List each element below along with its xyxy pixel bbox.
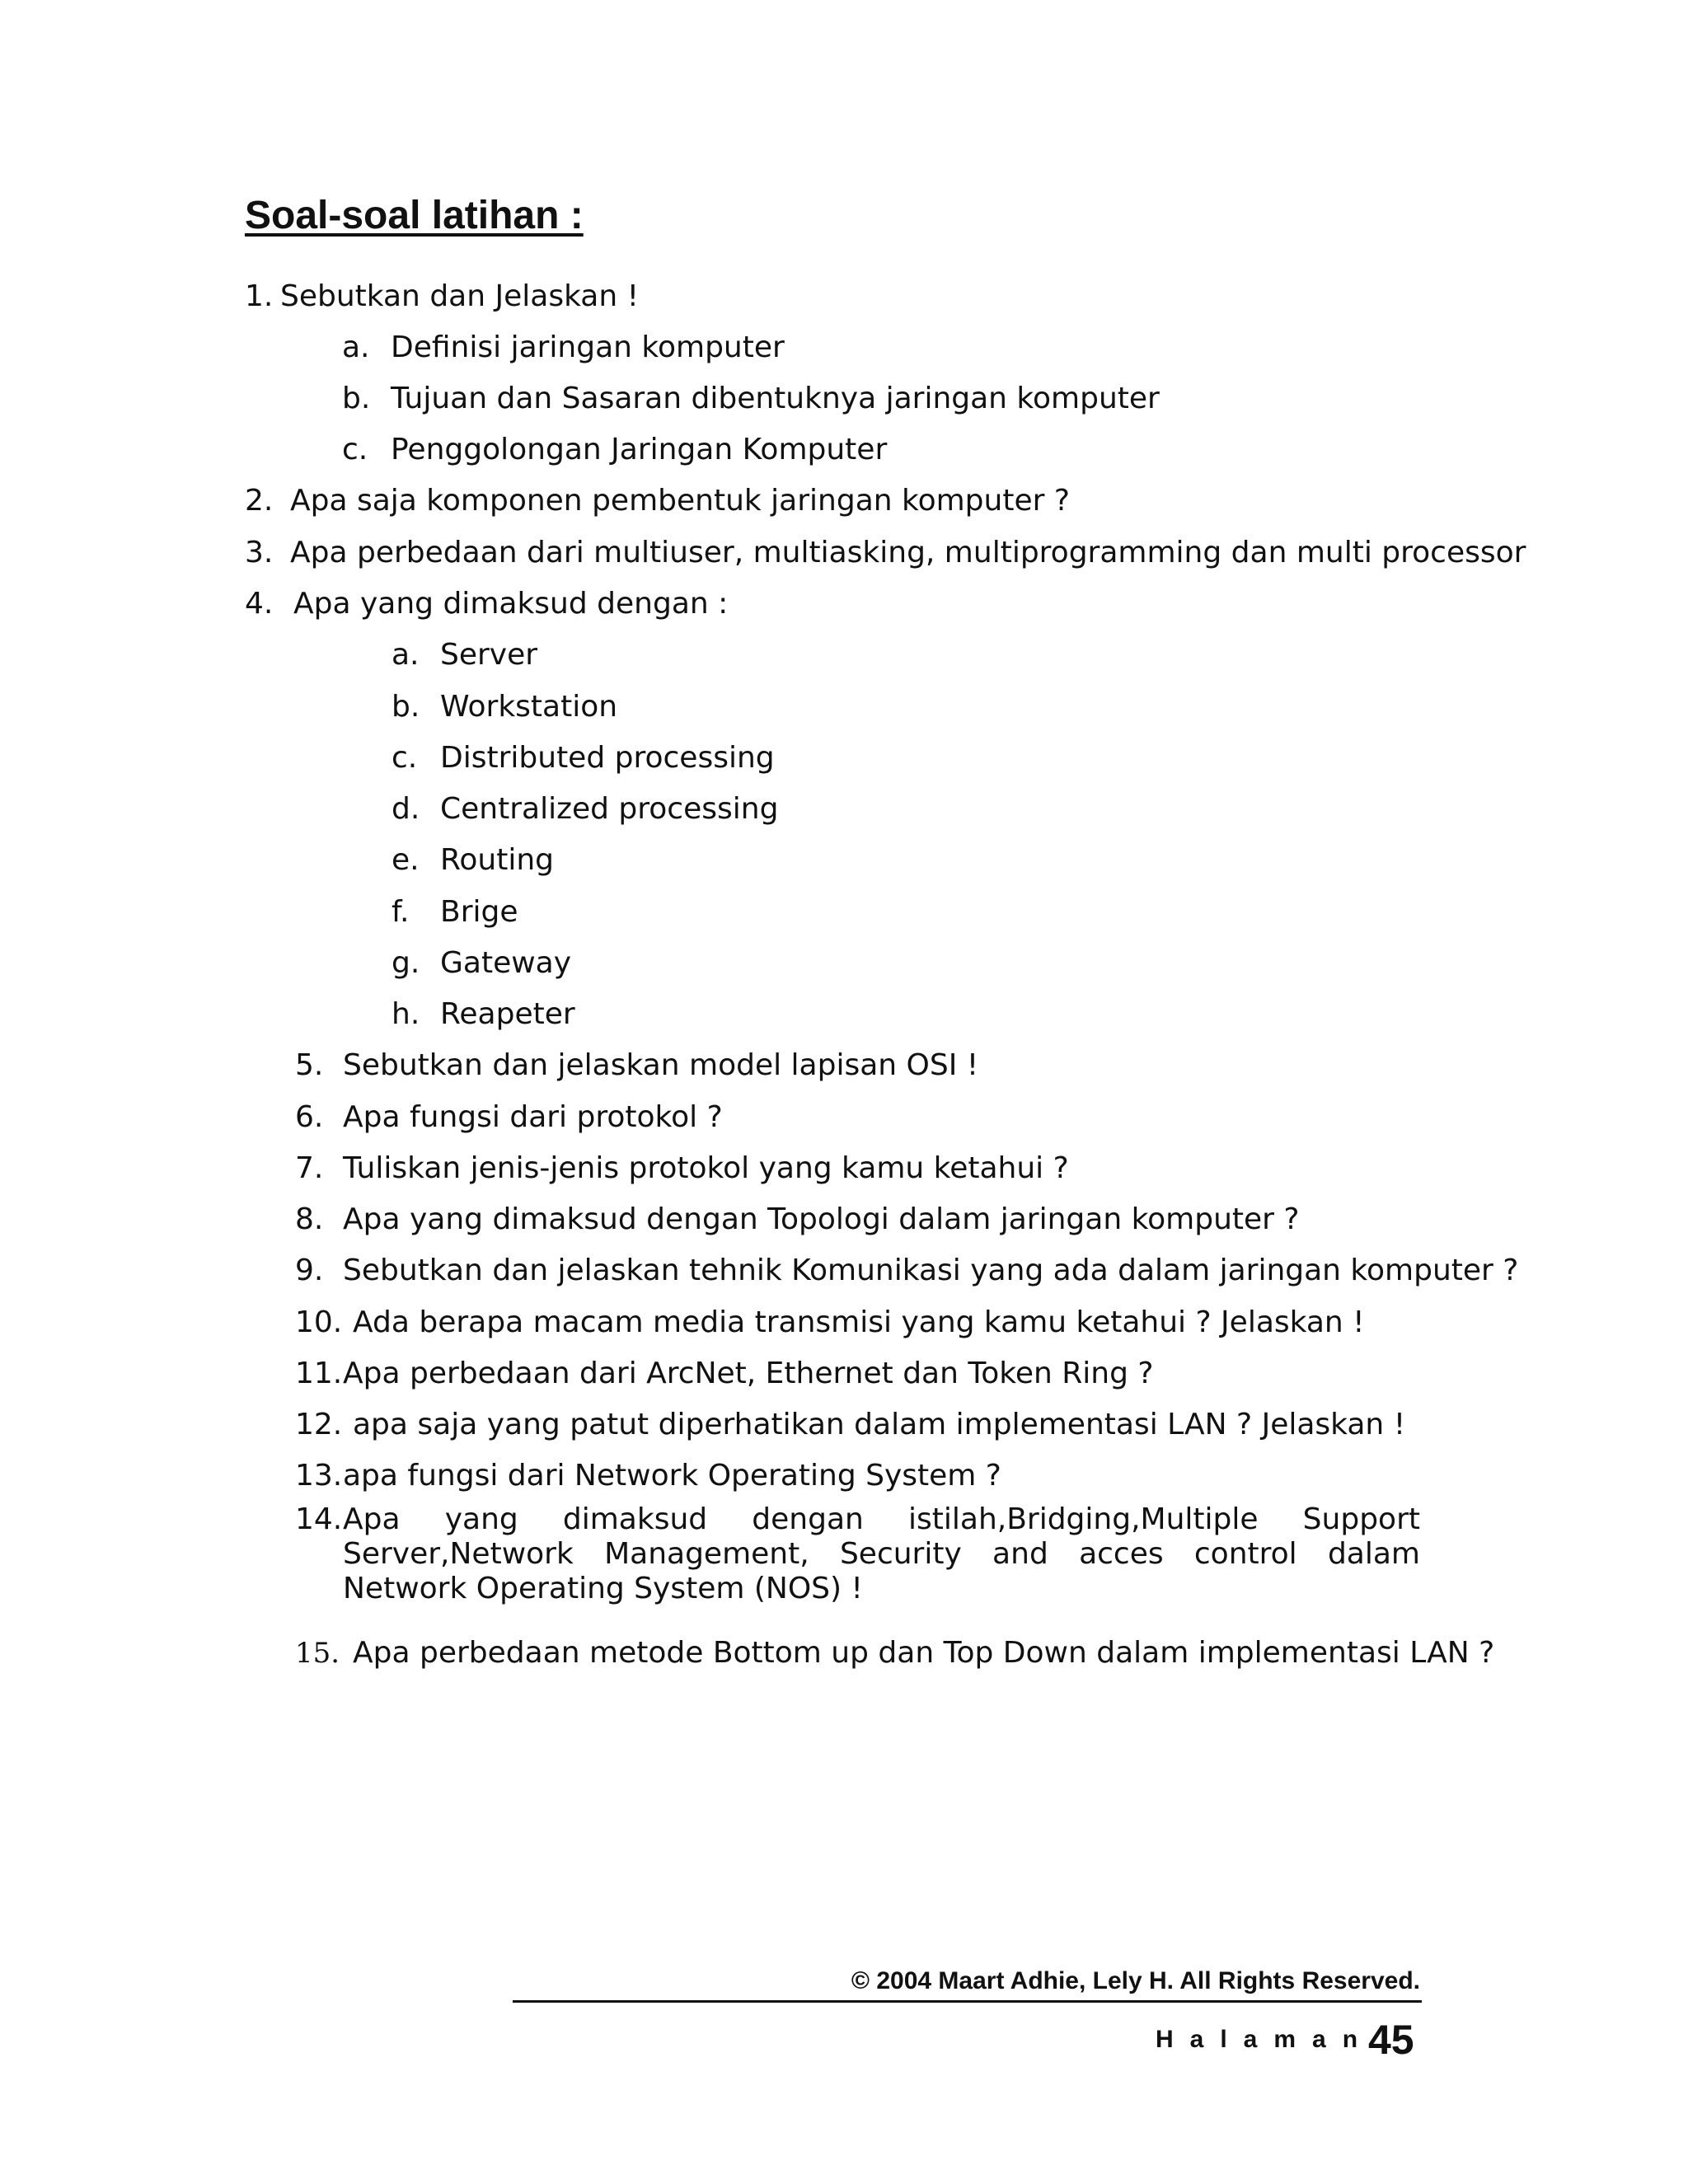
question-text: Apa yang dimaksud dengan Topologi dalam jaringan komputer ?: [343, 1202, 1300, 1236]
question-text: Apa fungsi dari protokol ?: [343, 1100, 723, 1134]
question-number: 7.: [295, 1151, 324, 1185]
sub-letter: b.: [342, 382, 371, 415]
footer-divider: [513, 2000, 1422, 2003]
question-text: apa saja yang patut diperhatikan dalam implementasi LAN ? Jelaskan !: [353, 1408, 1406, 1441]
question-number: 5.: [295, 1048, 324, 1082]
sub-letter: a.: [392, 638, 420, 672]
question-number: 9.: [295, 1254, 324, 1287]
question-text: Apa saja komponen pembentuk jaringan komputer ?: [290, 484, 1070, 518]
sub-letter: c.: [392, 741, 418, 775]
sub-letter: c.: [342, 433, 368, 466]
sub-text: Server: [440, 638, 538, 672]
question-number: 11.: [295, 1357, 343, 1390]
question-text: Apa yang dimaksud dengan :: [293, 587, 729, 621]
sub-letter: f.: [392, 895, 410, 929]
sub-text: Workstation: [440, 690, 618, 724]
question-text: apa fungsi dari Network Operating System ?: [343, 1459, 1001, 1493]
sub-text: Gateway: [440, 946, 572, 980]
sub-text: Tujuan dan Sasaran dibentuknya jaringan komputer: [391, 382, 1160, 415]
question-number: 15.: [295, 1637, 340, 1670]
page-title: Soal-soal latihan :: [245, 194, 584, 237]
sub-text: Brige: [440, 895, 518, 929]
question-text: Apa yang dimaksud dengan istilah,Bridging,Multiple Support Server,Network Management, Security and acces control dalam Network Operating System (NOS) !: [343, 1502, 1420, 1605]
question-number: 12.: [295, 1408, 343, 1441]
question-text: Apa perbedaan dari multiuser, multiasking, multiprogramming dan multi processor: [290, 536, 1526, 569]
question-number: 3.: [245, 536, 274, 569]
sub-text: Distributed processing: [440, 741, 775, 775]
sub-text: Definisi jaringan komputer: [391, 330, 785, 364]
page-number: 45: [1368, 2017, 1414, 2063]
sub-text: Centralized processing: [440, 792, 779, 826]
question-number: 13.: [295, 1459, 343, 1493]
sub-letter: a.: [342, 330, 370, 364]
question-number: 2.: [245, 484, 274, 518]
question-text: Sebutkan dan jelaskan model lapisan OSI !: [343, 1048, 979, 1082]
question-number: 6.: [295, 1100, 324, 1134]
sub-text: Reapeter: [440, 997, 575, 1031]
question-number: 14.: [295, 1502, 343, 1536]
sub-letter: e.: [392, 843, 420, 877]
sub-text: Penggolongan Jaringan Komputer: [391, 433, 888, 466]
copyright-notice: © 2004 Maart Adhie, Lely H. All Rights Reserved.: [851, 1967, 1420, 1994]
question-number: 1.: [245, 279, 274, 313]
sub-letter: h.: [392, 997, 420, 1031]
sub-letter: g.: [392, 946, 420, 980]
question-text: Sebutkan dan jelaskan tehnik Komunikasi yang ada dalam jaringan komputer ?: [343, 1254, 1519, 1287]
question-text: Apa perbedaan metode Bottom up dan Top Down dalam implementasi LAN ?: [353, 1636, 1495, 1670]
sub-text: Routing: [440, 843, 555, 877]
page-label: Halaman: [1156, 2026, 1375, 2053]
question-number: 4.: [245, 587, 274, 621]
question-number: 8.: [295, 1202, 324, 1236]
question-number: 10.: [295, 1305, 343, 1339]
sub-letter: d.: [392, 792, 420, 826]
question-text: Apa perbedaan dari ArcNet, Ethernet dan Token Ring ?: [343, 1357, 1154, 1390]
question-text: Tuliskan jenis-jenis protokol yang kamu ketahui ?: [343, 1151, 1069, 1185]
question-text: Ada berapa macam media transmisi yang kamu ketahui ? Jelaskan !: [353, 1305, 1365, 1339]
question-text: Sebutkan dan Jelaskan !: [280, 279, 640, 313]
sub-letter: b.: [392, 690, 420, 724]
